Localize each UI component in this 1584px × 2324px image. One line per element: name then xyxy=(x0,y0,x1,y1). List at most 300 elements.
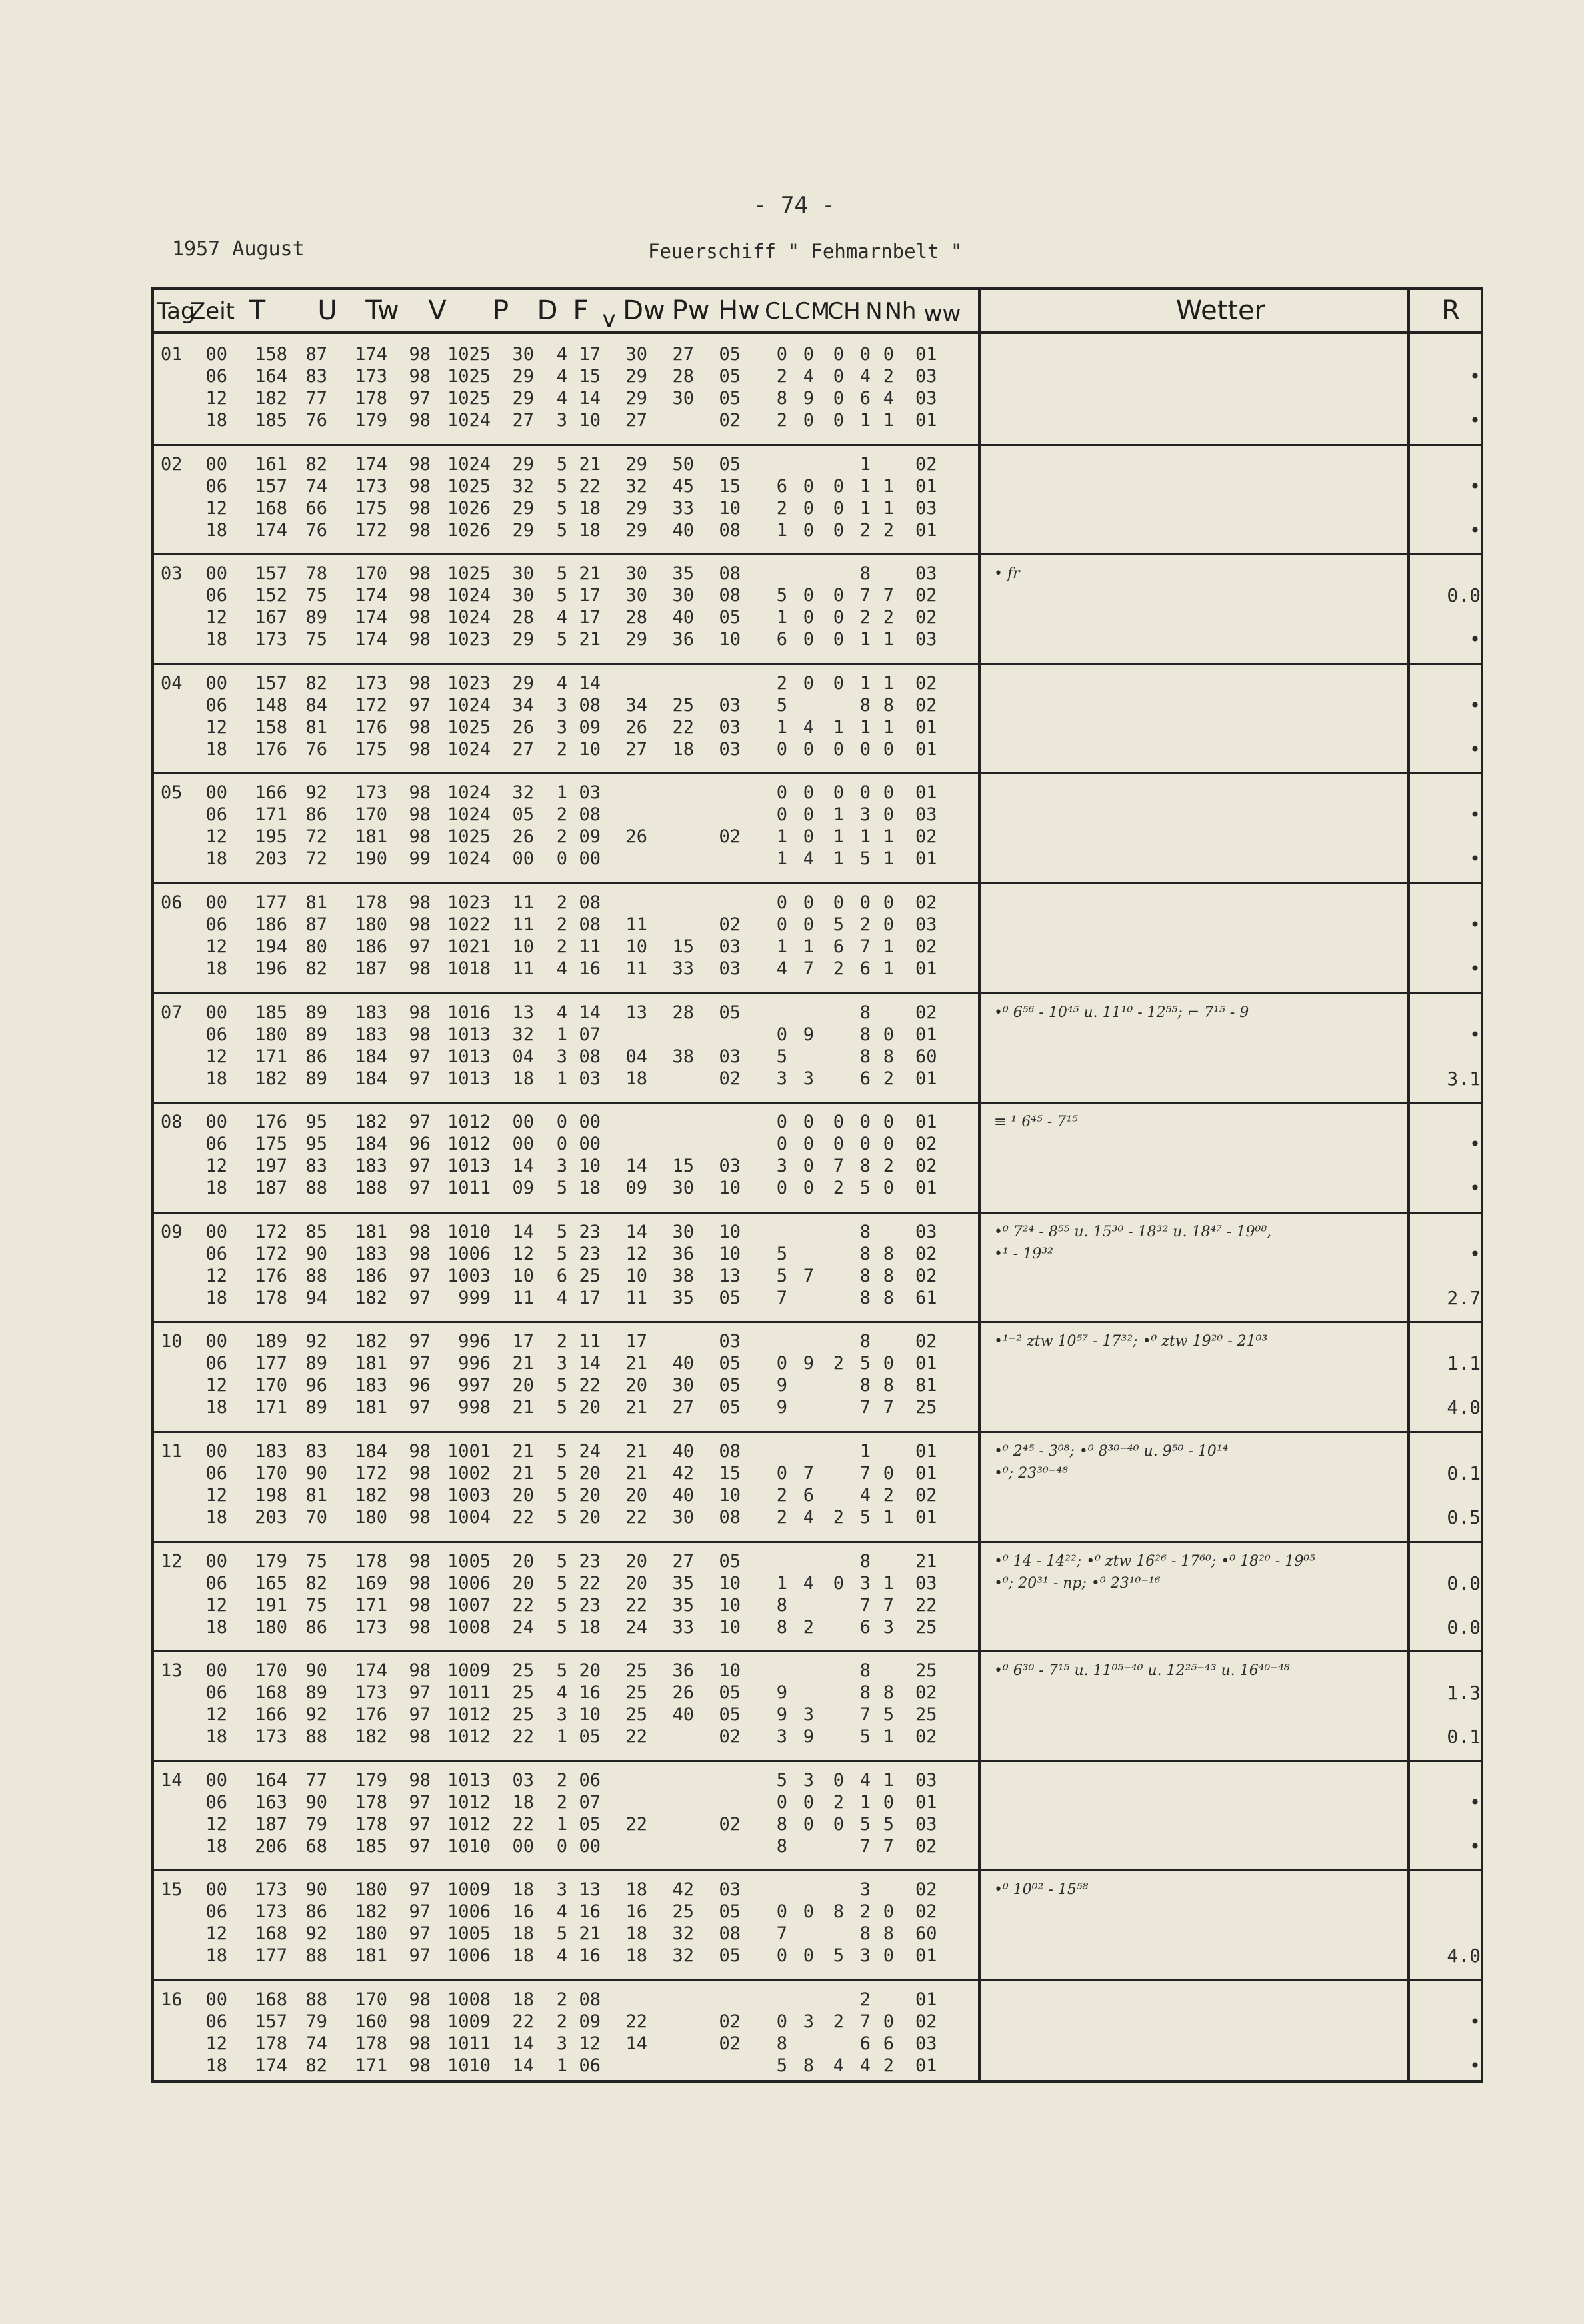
cell-ww: 03 xyxy=(915,366,937,387)
table-row xyxy=(154,936,1481,958)
cell-zeit: 00 xyxy=(205,892,227,913)
cell-n: 6 xyxy=(859,2033,871,2054)
cell-pw: 29 xyxy=(625,388,647,409)
cell-dw: 24 xyxy=(579,1441,601,1462)
cell-t: 194 xyxy=(255,936,287,957)
cell-u: 92 xyxy=(305,1704,327,1726)
cell-d: 27 xyxy=(512,410,534,431)
col-header-u: U xyxy=(317,295,337,326)
day-block-12 xyxy=(154,1541,1481,1653)
cell-d: 11 xyxy=(512,914,534,935)
cell-cl: 1 xyxy=(776,607,787,628)
cell-zeit: 06 xyxy=(205,1243,227,1264)
cell-ww: 02 xyxy=(915,1726,937,1747)
cell-cm: 0 xyxy=(803,629,814,650)
cell-t: 168 xyxy=(255,1682,287,1704)
cell-zeit: 18 xyxy=(205,1507,227,1528)
col-header-p: P xyxy=(492,295,509,326)
cell-cm: 8 xyxy=(803,2055,814,2076)
cell-cl: 1 xyxy=(776,716,787,738)
col-header-t: T xyxy=(249,295,266,326)
cell-n: 7 xyxy=(859,1463,871,1484)
cell-cl: 7 xyxy=(776,1287,787,1308)
cell-pw: 18 xyxy=(625,1068,647,1089)
cell-cm: 7 xyxy=(803,1265,814,1286)
cell-t: 175 xyxy=(255,1134,287,1155)
cell-f: 2 xyxy=(556,738,567,760)
cell-p: 1024 xyxy=(447,410,491,431)
cell-n: 8 xyxy=(859,1923,871,1945)
cell-p: 1005 xyxy=(447,1923,491,1945)
cell-t: 196 xyxy=(255,958,287,979)
cell-cl: 1 xyxy=(776,826,787,848)
cell-u: 76 xyxy=(305,410,327,431)
cell-dw: 00 xyxy=(579,1134,601,1155)
cell-v: 97 xyxy=(409,1813,431,1835)
cell-cl: 4 xyxy=(776,958,787,979)
cell-n: 8 xyxy=(859,1287,871,1308)
cell-zeit: 18 xyxy=(205,629,227,650)
cell-nh: 2 xyxy=(883,607,894,628)
cell-dw: 25 xyxy=(579,1265,601,1286)
cell-dw: 18 xyxy=(579,497,601,519)
cell-r: • xyxy=(1469,2011,1481,2033)
cell-ww: 01 xyxy=(915,958,937,979)
cell-nh: 1 xyxy=(883,1507,894,1528)
cell-tw: 169 xyxy=(355,1572,387,1594)
cell-tw: 181 xyxy=(355,1945,387,1967)
cell-t: 171 xyxy=(255,1046,287,1067)
cell-cm: 3 xyxy=(803,1068,814,1089)
cell-v: 03 xyxy=(719,958,741,979)
cell-t: 187 xyxy=(255,1813,287,1835)
cell-p: 1024 xyxy=(447,804,491,826)
cell-p: 1025 xyxy=(447,563,491,584)
table-row xyxy=(154,1704,1481,1726)
cell-tw: 171 xyxy=(355,2055,387,2076)
cell-d: 29 xyxy=(512,497,534,519)
cell-ch: 2 xyxy=(833,1791,844,1813)
cell-zeit: 18 xyxy=(205,1397,227,1418)
table-row xyxy=(154,1572,1481,1594)
cell-d: 26 xyxy=(512,826,534,848)
cell-u: 75 xyxy=(305,1550,327,1572)
cell-dw: 21 xyxy=(579,453,601,475)
cell-tw: 172 xyxy=(355,694,387,716)
cell-cm: 0 xyxy=(803,497,814,519)
cell-p: 998 xyxy=(458,1397,491,1418)
cell-v: 98 xyxy=(409,1002,431,1023)
cell-u: 80 xyxy=(305,936,327,957)
col-header-tw: Tw xyxy=(365,295,399,326)
cell-hw: 40 xyxy=(672,1353,694,1374)
cell-v: 02 xyxy=(719,1068,741,1089)
cell-v: 98 xyxy=(409,1463,431,1484)
cell-zeit: 06 xyxy=(205,1463,227,1484)
cell-hw: 18 xyxy=(672,738,694,760)
table-row xyxy=(154,1068,1481,1090)
cell-cm: 0 xyxy=(803,914,814,935)
cell-f: 5 xyxy=(556,1243,567,1264)
cell-n: 8 xyxy=(859,1243,871,1264)
cell-nh: 1 xyxy=(883,1769,894,1791)
cell-p: 1004 xyxy=(447,1507,491,1528)
cell-ww: 61 xyxy=(915,1287,937,1308)
cell-n: 5 xyxy=(859,1507,871,1528)
cell-cl: 9 xyxy=(776,1375,787,1396)
cell-tw: 181 xyxy=(355,1397,387,1418)
cell-v: 15 xyxy=(719,1463,741,1484)
cell-f: 5 xyxy=(556,1463,567,1484)
cell-t: 166 xyxy=(255,782,287,804)
cell-pw: 27 xyxy=(625,410,647,431)
cell-u: 68 xyxy=(305,1835,327,1857)
cell-r: 4.0 xyxy=(1447,1945,1481,1967)
cell-ww: 02 xyxy=(915,607,937,628)
cell-u: 90 xyxy=(305,1791,327,1813)
cell-f: 3 xyxy=(556,1156,567,1177)
cell-u: 84 xyxy=(305,694,327,716)
cell-v: 98 xyxy=(409,1572,431,1594)
cell-v: 02 xyxy=(719,826,741,848)
cell-d: 21 xyxy=(512,1397,534,1418)
cell-f: 1 xyxy=(556,2055,567,2076)
cell-p: 1005 xyxy=(447,1550,491,1572)
cell-t: 165 xyxy=(255,1572,287,1594)
table-row xyxy=(154,409,1481,431)
cell-f: 2 xyxy=(556,1769,567,1791)
cell-zeit: 00 xyxy=(205,1331,227,1352)
cell-ch: 5 xyxy=(833,914,844,935)
cell-v: 10 xyxy=(719,1485,741,1506)
cell-cl: 0 xyxy=(776,804,787,826)
cell-p: 1011 xyxy=(447,2033,491,2054)
cell-f: 2 xyxy=(556,936,567,957)
cell-pw: 14 xyxy=(625,1221,647,1242)
cell-u: 87 xyxy=(305,344,327,365)
cell-n: 5 xyxy=(859,1813,871,1835)
cell-pw: 29 xyxy=(625,519,647,541)
cell-pw: 20 xyxy=(625,1375,647,1396)
cell-t: 197 xyxy=(255,1156,287,1177)
cell-tw: 174 xyxy=(355,585,387,606)
cell-hw: 42 xyxy=(672,1879,694,1901)
cell-zeit: 06 xyxy=(205,2011,227,2032)
cell-cl: 8 xyxy=(776,1813,787,1835)
cell-cl: 0 xyxy=(776,782,787,804)
cell-ch: 0 xyxy=(833,629,844,650)
table-row xyxy=(154,365,1481,387)
cell-cl: 5 xyxy=(776,1046,787,1067)
cell-t: 173 xyxy=(255,1901,287,1923)
cell-f: 4 xyxy=(556,388,567,409)
cell-ww: 03 xyxy=(915,1813,937,1835)
cell-nh: 7 xyxy=(883,1594,894,1616)
cell-zeit: 06 xyxy=(205,1901,227,1923)
cell-dw: 10 xyxy=(579,1156,601,1177)
cell-tw: 180 xyxy=(355,1923,387,1945)
cell-pw: 29 xyxy=(625,453,647,475)
cell-dw: 05 xyxy=(579,1813,601,1835)
cell-p: 1009 xyxy=(447,1879,491,1901)
cell-nh: 0 xyxy=(883,738,894,760)
cell-t: 166 xyxy=(255,1704,287,1726)
col-header-v-lower: v xyxy=(602,306,616,333)
cell-ww: 01 xyxy=(915,1791,937,1813)
cell-d: 18 xyxy=(512,1879,534,1901)
cell-n: 2 xyxy=(859,1901,871,1923)
cell-p: 1025 xyxy=(447,388,491,409)
cell-d: 14 xyxy=(512,1221,534,1242)
table-row xyxy=(154,1155,1481,1177)
table-row xyxy=(154,1923,1481,1945)
cell-ww: 01 xyxy=(915,2055,937,2076)
day-block-03 xyxy=(154,553,1481,665)
cell-pw: 17 xyxy=(625,1331,647,1352)
cell-d: 00 xyxy=(512,1112,534,1133)
cell-zeit: 06 xyxy=(205,1572,227,1594)
cell-u: 70 xyxy=(305,1507,327,1528)
cell-v: 08 xyxy=(719,1507,741,1528)
cell-t: 148 xyxy=(255,694,287,716)
cell-dw: 14 xyxy=(579,388,601,409)
cell-cm: 0 xyxy=(803,782,814,804)
cell-pw: 11 xyxy=(625,1287,647,1308)
cell-p: 1010 xyxy=(447,1835,491,1857)
cell-p: 1013 xyxy=(447,1156,491,1177)
cell-zeit: 18 xyxy=(205,519,227,541)
cell-f: 0 xyxy=(556,1835,567,1857)
table-row xyxy=(154,584,1481,606)
cell-n: 0 xyxy=(859,782,871,804)
cell-f: 2 xyxy=(556,1989,567,2010)
cell-ww: 03 xyxy=(915,914,937,935)
header-date: 1957 August xyxy=(172,237,305,261)
cell-zeit: 00 xyxy=(205,1221,227,1242)
cell-u: 78 xyxy=(305,563,327,584)
cell-u: 89 xyxy=(305,1353,327,1374)
cell-dw: 22 xyxy=(579,475,601,497)
cell-d: 20 xyxy=(512,1572,534,1594)
cell-v: 02 xyxy=(719,2033,741,2054)
cell-nh: 0 xyxy=(883,1791,894,1813)
cell-zeit: 12 xyxy=(205,1813,227,1835)
cell-wetter: •⁰ 6⁵⁶ - 10⁴⁵ u. 11¹⁰ - 12⁵⁵; ⌐ 7¹⁵ - 9 xyxy=(994,1004,1249,1021)
cell-d: 00 xyxy=(512,1835,534,1857)
cell-dw: 23 xyxy=(579,1594,601,1616)
cell-ww: 01 xyxy=(915,1463,937,1484)
cell-zeit: 00 xyxy=(205,1550,227,1572)
cell-t: 189 xyxy=(255,1331,287,1352)
cell-t: 157 xyxy=(255,672,287,694)
cell-f: 0 xyxy=(556,848,567,870)
cell-dw: 23 xyxy=(579,1550,601,1572)
cell-v: 98 xyxy=(409,475,431,497)
cell-tw: 173 xyxy=(355,1616,387,1638)
cell-ww: 02 xyxy=(915,694,937,716)
cell-t: 180 xyxy=(255,1616,287,1638)
table-row xyxy=(154,1989,1481,2011)
cell-f: 1 xyxy=(556,1726,567,1747)
day-block-11 xyxy=(154,1431,1481,1543)
cell-pw: 18 xyxy=(625,1945,647,1967)
cell-p: 1006 xyxy=(447,1945,491,1967)
cell-hw: 36 xyxy=(672,1243,694,1264)
cell-v: 05 xyxy=(719,366,741,387)
cell-p: 1024 xyxy=(447,607,491,628)
cell-zeit: 18 xyxy=(205,1726,227,1747)
cell-f: 4 xyxy=(556,607,567,628)
cell-ww: 03 xyxy=(915,1572,937,1594)
cell-tw: 181 xyxy=(355,826,387,848)
cell-ww: 02 xyxy=(915,1331,937,1352)
cell-ww: 01 xyxy=(915,738,937,760)
cell-cm: 0 xyxy=(803,585,814,606)
cell-nh: 0 xyxy=(883,892,894,913)
cell-d: 11 xyxy=(512,958,534,979)
cell-p: 1012 xyxy=(447,1813,491,1835)
cell-p: 1013 xyxy=(447,1068,491,1089)
cell-zeit: 06 xyxy=(205,694,227,716)
cell-v: 99 xyxy=(409,848,431,870)
table-row xyxy=(154,1002,1481,1024)
cell-f: 4 xyxy=(556,958,567,979)
cell-v: 05 xyxy=(719,1287,741,1308)
cell-nh: 0 xyxy=(883,2011,894,2032)
table-row xyxy=(154,1024,1481,1046)
cell-cm: 0 xyxy=(803,672,814,694)
cell-ww: 02 xyxy=(915,1901,937,1923)
cell-n: 2 xyxy=(859,607,871,628)
cell-n: 8 xyxy=(859,1046,871,1067)
cell-d: 11 xyxy=(512,892,534,913)
cell-p: 1006 xyxy=(447,1901,491,1923)
cell-hw: 25 xyxy=(672,1901,694,1923)
cell-u: 66 xyxy=(305,497,327,519)
cell-ww: 01 xyxy=(915,1024,937,1045)
cell-tw: 172 xyxy=(355,519,387,541)
cell-cm: 7 xyxy=(803,1463,814,1484)
cell-nh: 8 xyxy=(883,1682,894,1704)
cell-v: 98 xyxy=(409,716,431,738)
cell-ww: 02 xyxy=(915,1156,937,1177)
cell-d: 22 xyxy=(512,1813,534,1835)
cell-d: 29 xyxy=(512,672,534,694)
cell-ch: 0 xyxy=(833,1769,844,1791)
cell-nh: 1 xyxy=(883,826,894,848)
cell-p: 1001 xyxy=(447,1441,491,1462)
cell-v: 98 xyxy=(409,892,431,913)
cell-r: 4.0 xyxy=(1447,1396,1481,1419)
cell-pw: 34 xyxy=(625,694,647,716)
cell-cm: 0 xyxy=(803,892,814,913)
cell-hw: 33 xyxy=(672,958,694,979)
cell-wetter: • fr xyxy=(994,565,1020,582)
cell-d: 12 xyxy=(512,1243,534,1264)
cell-tw: 183 xyxy=(355,1156,387,1177)
cell-d: 18 xyxy=(512,1923,534,1945)
day-label: 08 xyxy=(161,1112,183,1133)
cell-p: 1012 xyxy=(447,1791,491,1813)
cell-v: 05 xyxy=(719,607,741,628)
cell-dw: 17 xyxy=(579,585,601,606)
cell-cl: 2 xyxy=(776,366,787,387)
cell-f: 3 xyxy=(556,694,567,716)
cell-f: 1 xyxy=(556,1068,567,1089)
cell-v: 98 xyxy=(409,782,431,804)
cell-r: • xyxy=(1469,914,1481,936)
cell-hw: 35 xyxy=(672,563,694,584)
cell-dw: 08 xyxy=(579,1046,601,1067)
cell-f: 5 xyxy=(556,1221,567,1242)
cell-f: 5 xyxy=(556,1594,567,1616)
cell-r: 1.1 xyxy=(1447,1352,1481,1375)
cell-tw: 182 xyxy=(355,1287,387,1308)
cell-pw: 18 xyxy=(625,1879,647,1901)
table-row xyxy=(154,1945,1481,1967)
cell-d: 20 xyxy=(512,1550,534,1572)
cell-ww: 02 xyxy=(915,2011,937,2032)
cell-ww: 02 xyxy=(915,1265,937,1286)
cell-zeit: 12 xyxy=(205,1923,227,1945)
cell-f: 5 xyxy=(556,1178,567,1199)
cell-pw: 22 xyxy=(625,1594,647,1616)
cell-ch: 0 xyxy=(833,1112,844,1133)
cell-dw: 18 xyxy=(579,1616,601,1638)
cell-d: 28 xyxy=(512,607,534,628)
cell-ww: 02 xyxy=(915,672,937,694)
cell-d: 30 xyxy=(512,563,534,584)
cell-ww: 02 xyxy=(915,1682,937,1704)
table-row xyxy=(154,563,1481,584)
table-row xyxy=(154,1374,1481,1396)
cell-p: 1008 xyxy=(447,1989,491,2010)
cell-pw: 04 xyxy=(625,1046,647,1067)
cell-cl: 8 xyxy=(776,388,787,409)
cell-cm: 0 xyxy=(803,607,814,628)
cell-tw: 183 xyxy=(355,1243,387,1264)
cell-ww: 22 xyxy=(915,1594,937,1616)
cell-tw: 171 xyxy=(355,1594,387,1616)
cell-tw: 173 xyxy=(355,782,387,804)
col-header-f: F xyxy=(573,295,589,326)
cell-hw: 30 xyxy=(672,1221,694,1242)
cell-tw: 175 xyxy=(355,497,387,519)
cell-d: 27 xyxy=(512,738,534,760)
col-header-cm: CM xyxy=(794,298,831,325)
cell-tw: 180 xyxy=(355,914,387,935)
cell-u: 89 xyxy=(305,1682,327,1704)
cell-cm: 4 xyxy=(803,366,814,387)
day-block-01 xyxy=(154,334,1481,446)
cell-cl: 7 xyxy=(776,1923,787,1945)
cell-nh: 1 xyxy=(883,936,894,957)
cell-r: • xyxy=(1469,2055,1481,2077)
cell-dw: 14 xyxy=(579,1353,601,1374)
cell-zeit: 06 xyxy=(205,366,227,387)
cell-v: 98 xyxy=(409,563,431,584)
cell-tw: 178 xyxy=(355,1550,387,1572)
cell-nh: 7 xyxy=(883,585,894,606)
cell-f: 1 xyxy=(556,782,567,804)
cell-hw: 28 xyxy=(672,366,694,387)
table-row xyxy=(154,1352,1481,1374)
cell-f: 5 xyxy=(556,1397,567,1418)
cell-n: 4 xyxy=(859,2055,871,2076)
cell-zeit: 18 xyxy=(205,1068,227,1089)
cell-nh: 4 xyxy=(883,388,894,409)
cell-p: 1025 xyxy=(447,344,491,365)
